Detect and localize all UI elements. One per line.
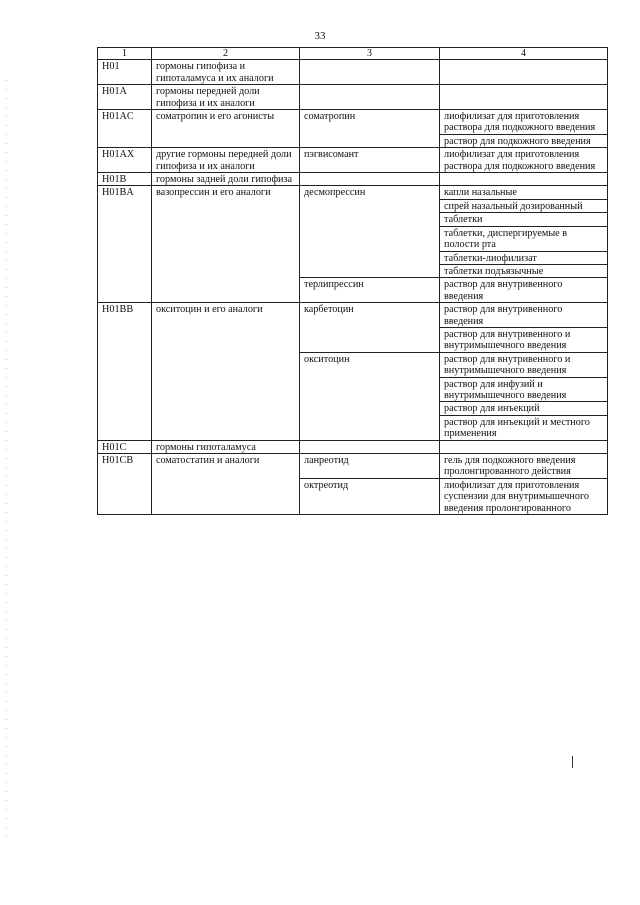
atc-code-cell: H01AX — [98, 148, 152, 173]
substance-name-cell — [300, 60, 440, 85]
substance-name-cell: карбетоцин — [300, 303, 440, 353]
group-name-cell: соматропин и его агонисты — [152, 110, 300, 148]
substance-name-cell — [300, 85, 440, 110]
group-name-cell: гормоны гипофиза и гипоталамуса и их аналоги — [152, 60, 300, 85]
atc-code-cell: H01BB — [98, 303, 152, 440]
dosage-form-cell: таблетки-лиофилизат — [440, 251, 608, 264]
dosage-form-cell: раствор для подкожного введения — [440, 134, 608, 147]
table-row — [98, 148, 608, 173]
group-name-cell: соматостатин и аналоги — [152, 454, 300, 515]
dosage-form-cell: капли назальные — [440, 186, 608, 199]
header-col-1: 1 — [98, 48, 152, 60]
substance-name-cell: соматропин — [300, 110, 440, 148]
dosage-form-cell — [440, 173, 608, 186]
atc-code-cell: H01 — [98, 60, 152, 85]
table-row — [98, 60, 608, 85]
header-col-4: 4 — [440, 48, 608, 60]
substance-name-cell: октреотид — [300, 478, 440, 514]
group-name-cell: другие гормоны передней доли гипофиза и их аналоги — [152, 148, 300, 173]
substance-name-cell — [300, 440, 440, 453]
dosage-form-cell: раствор для внутривенного и внутримышечного введения — [440, 352, 608, 377]
atc-code-cell: H01CB — [98, 454, 152, 515]
dosage-form-cell: раствор для внутривенного введения — [440, 278, 608, 303]
dosage-form-cell: лиофилизат для приготовления суспензии для внутримышечного введения пролонгированного — [440, 478, 608, 514]
group-name-cell: вазопрессин и его аналоги — [152, 186, 300, 303]
atc-code-cell: H01C — [98, 440, 152, 453]
dosage-form-cell — [440, 60, 608, 85]
table-row — [98, 85, 608, 110]
table-row — [98, 173, 608, 186]
table-header-row — [98, 48, 608, 60]
drug-classification-table — [97, 47, 608, 515]
substance-name-cell: терлипрессин — [300, 278, 440, 303]
substance-name-cell: ланреотид — [300, 454, 440, 479]
dosage-form-cell — [440, 440, 608, 453]
margin-mark — [572, 756, 573, 768]
dosage-form-cell: раствор для внутривенного и внутримышечного введения — [440, 327, 608, 352]
group-name-cell: гормоны задней доли гипофиза — [152, 173, 300, 186]
substance-name-cell — [300, 173, 440, 186]
atc-code-cell: H01B — [98, 173, 152, 186]
dosage-form-cell: таблетки, диспергируемые в полости рта — [440, 226, 608, 251]
table-row — [98, 440, 608, 453]
dosage-form-cell: раствор для инъекций и местного применения — [440, 415, 608, 440]
substance-name-cell: окситоцин — [300, 352, 440, 440]
atc-code-cell: H01BA — [98, 186, 152, 303]
dosage-form-cell: гель для подкожного введения пролонгированного действия — [440, 454, 608, 479]
page-number: 33 — [314, 30, 326, 42]
dosage-form-cell: спрей назальный дозированный — [440, 199, 608, 212]
table-row — [98, 186, 608, 199]
substance-name-cell: пэгвисомант — [300, 148, 440, 173]
group-name-cell: окситоцин и его аналоги — [152, 303, 300, 440]
table-row — [98, 303, 608, 328]
group-name-cell: гормоны гипоталамуса — [152, 440, 300, 453]
substance-name-cell: десмопрессин — [300, 186, 440, 278]
dosage-form-cell: таблетки — [440, 213, 608, 226]
dosage-form-cell: раствор для внутривенного введения — [440, 303, 608, 328]
table-row — [98, 454, 608, 479]
dosage-form-cell: лиофилизат для приготовления раствора для подкожного введения — [440, 148, 608, 173]
dosage-form-cell — [440, 85, 608, 110]
table-row — [98, 110, 608, 135]
dosage-form-cell: таблетки подъязычные — [440, 264, 608, 277]
atc-code-cell: H01AC — [98, 110, 152, 148]
group-name-cell: гормоны передней доли гипофиза и их аналоги — [152, 85, 300, 110]
scan-edge-artifact — [6, 80, 7, 840]
header-col-2: 2 — [152, 48, 300, 60]
dosage-form-cell: раствор для инфузий и внутримышечного введения — [440, 377, 608, 402]
dosage-form-cell: раствор для инъекций — [440, 402, 608, 415]
atc-code-cell: H01A — [98, 85, 152, 110]
header-col-3: 3 — [300, 48, 440, 60]
dosage-form-cell: лиофилизат для приготовления раствора для подкожного введения — [440, 110, 608, 135]
